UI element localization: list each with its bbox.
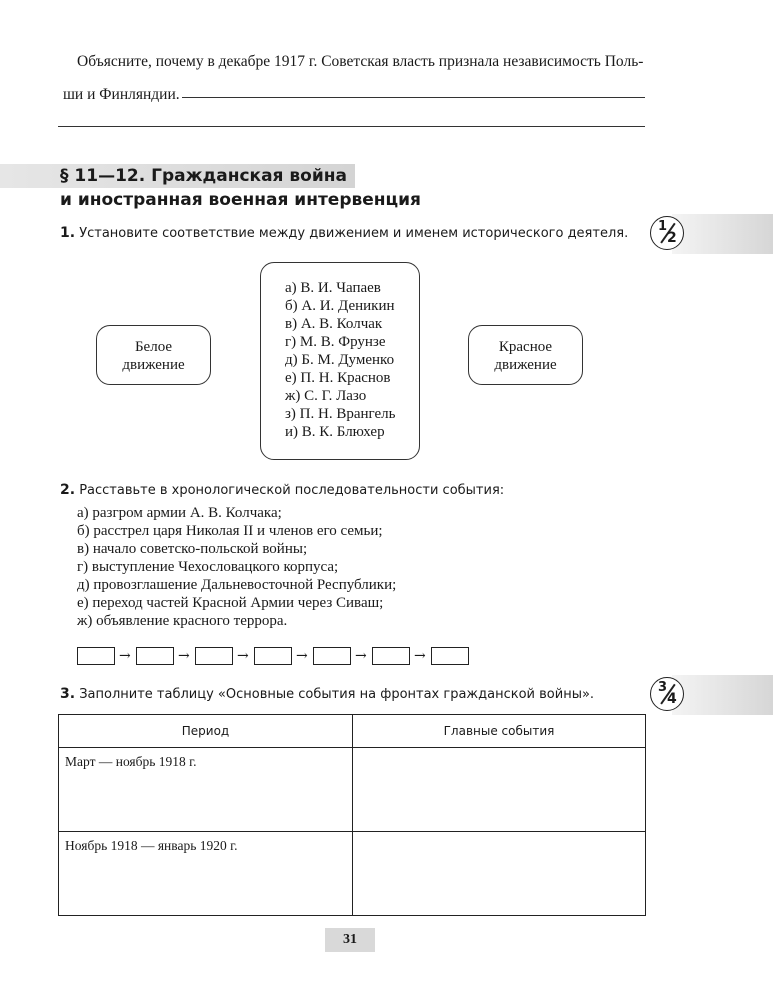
name-option: д) Б. М. Думенко [285, 352, 395, 368]
events-list [77, 504, 396, 630]
level-bar [672, 214, 773, 254]
task-3-text: Заполните таблицу «Основные события на фронтах гражданской войны». [79, 687, 595, 702]
section-title-line1: Гражданская война [151, 166, 347, 186]
sequence-answer-box[interactable] [254, 647, 292, 665]
period-cell: Ноябрь 1918 — январь 1920 г. [59, 832, 353, 916]
level-denominator: 2 [667, 230, 677, 246]
difficulty-level-badge [650, 216, 684, 250]
name-option: и) В. К. Блюхер [285, 424, 385, 440]
arrow-icon: → [119, 648, 131, 664]
task-2-prompt [60, 482, 504, 498]
task-2-number: 2. [60, 482, 76, 498]
white-movement-label-line1: Белое [134, 339, 173, 355]
names-box [260, 262, 420, 460]
sequence-answer-box[interactable] [77, 647, 115, 665]
name-option: б) А. И. Деникин [285, 298, 395, 314]
event-item: в) начало советско-польской войны; [77, 541, 308, 557]
name-option: з) П. Н. Врангель [285, 406, 396, 422]
table-row [59, 832, 646, 916]
period-cell: Март — ноябрь 1918 г. [59, 748, 353, 832]
name-option: в) А. В. Колчак [285, 316, 383, 332]
fronts-table [58, 714, 646, 916]
arrow-icon: → [296, 648, 308, 664]
name-option: г) М. В. Фрунзе [285, 334, 386, 350]
page-number: 31 [325, 928, 375, 952]
sequence-answer-box[interactable] [431, 647, 469, 665]
answer-line[interactable] [182, 97, 645, 98]
white-movement-label-line2: движение [122, 357, 185, 373]
arrow-icon: → [237, 648, 249, 664]
task-2-text: Расставьте в хронологической последовательности события: [79, 483, 505, 498]
arrow-icon: → [414, 648, 426, 664]
sequence-answer-box[interactable] [195, 647, 233, 665]
open-question-text: Объясните, почему в декабре 1917 г. Советская власть признала независимость Поль- [77, 53, 644, 70]
difficulty-level-badge [650, 677, 684, 711]
event-item: а) разгром армии А. В. Колчака; [77, 505, 282, 521]
red-movement-box [468, 325, 583, 385]
level-denominator: 4 [667, 691, 677, 707]
level-numerator: 3 [658, 680, 668, 695]
arrow-icon: → [178, 648, 190, 664]
table-header-row [59, 715, 646, 748]
section-number: § 11—12. [60, 166, 146, 186]
white-movement-box [96, 325, 211, 385]
sequence-answer-box[interactable] [136, 647, 174, 665]
column-header-events: Главные события [353, 715, 646, 748]
events-answer-cell[interactable] [353, 832, 646, 916]
task-3-prompt [60, 686, 594, 702]
sequence-answer-box[interactable] [372, 647, 410, 665]
section-title [60, 164, 421, 212]
event-item: ж) объявление красного террора. [77, 613, 288, 629]
task-3-number: 3. [60, 686, 76, 702]
column-header-period: Период [59, 715, 353, 748]
red-movement-label-line1: Красное [498, 339, 553, 355]
table-row [59, 748, 646, 832]
sequence-answer-box[interactable] [313, 647, 351, 665]
level-numerator: 1 [658, 219, 668, 234]
event-item: е) переход частей Красной Армии через Сиваш; [77, 595, 384, 611]
red-movement-label-line2: движение [494, 357, 557, 373]
task-1-number: 1. [60, 225, 76, 241]
event-item: г) выступление Чехословацкого корпуса; [77, 559, 339, 575]
event-item: б) расстрел царя Николая II и членов его семьи; [77, 523, 383, 539]
task-1-text: Установите соответствие между движением и именем исторического деятеля. [79, 226, 629, 241]
name-option: е) П. Н. Краснов [285, 370, 391, 386]
level-bar [672, 675, 773, 715]
events-answer-cell[interactable] [353, 748, 646, 832]
task-1-prompt [60, 225, 628, 241]
open-question-text-continued: ши и Финляндии. [63, 86, 180, 103]
section-title-line2: и иностранная военная интервенция [60, 190, 421, 210]
answer-line[interactable] [58, 126, 645, 127]
name-option: а) В. И. Чапаев [285, 280, 381, 296]
event-item: д) провозглашение Дальневосточной Республики; [77, 577, 397, 593]
arrow-icon: → [355, 648, 367, 664]
name-option: ж) С. Г. Лазо [285, 388, 367, 404]
